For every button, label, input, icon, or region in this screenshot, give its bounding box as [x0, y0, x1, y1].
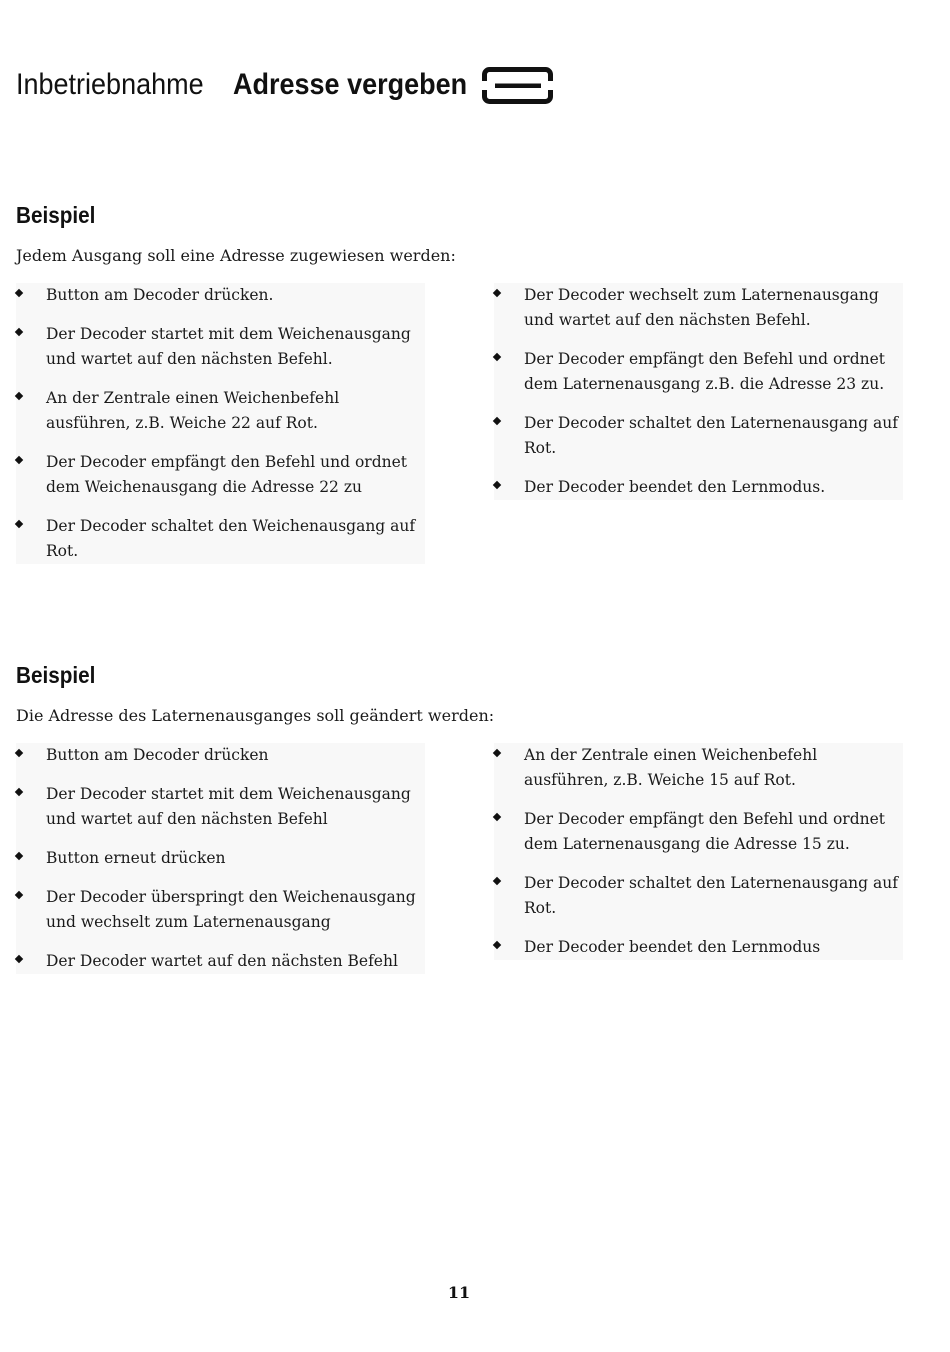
list-item-text: An der Zentrale einen Weichenbefehl ausführen, z.B. Weiche 22 auf Rot. — [46, 389, 340, 432]
section-title: Inbetriebnahme — [16, 68, 204, 101]
diamond-bullet-icon — [15, 852, 23, 860]
list-item-text: Der Decoder startet mit dem Weichenausgang und wartet auf den nächsten Befehl — [46, 785, 411, 828]
list-item — [16, 283, 425, 308]
list-item-text: An der Zentrale einen Weichenbefehl ausführen, z.B. Weiche 15 auf Rot. — [524, 746, 818, 789]
list-item — [494, 935, 903, 960]
list-item — [16, 514, 425, 564]
list-item — [494, 807, 903, 857]
list-item — [16, 885, 425, 935]
list-item-text: Der Decoder beendet den Lernmodus — [524, 938, 821, 956]
steps-list-left — [16, 283, 425, 564]
list-item — [494, 283, 903, 333]
steps-list-right — [494, 283, 903, 500]
diamond-bullet-icon — [15, 392, 23, 400]
example-1 — [16, 202, 906, 560]
diamond-bullet-icon — [493, 481, 501, 489]
list-item-text: Der Decoder empfängt den Befehl und ordnet dem Laternenausgang die Adresse 15 zu. — [524, 810, 886, 853]
diamond-bullet-icon — [15, 456, 23, 464]
diamond-bullet-icon — [493, 353, 501, 361]
steps-list-right — [494, 743, 903, 960]
list-item — [494, 411, 903, 461]
list-item-text: Button am Decoder drücken — [46, 746, 269, 764]
diamond-bullet-icon — [15, 955, 23, 963]
page-title: Adresse vergeben — [233, 68, 468, 101]
list-item — [16, 450, 425, 500]
list-item-text: Der Decoder schaltet den Weichenausgang auf Rot. — [46, 517, 416, 560]
list-item — [16, 322, 425, 372]
list-item-text: Der Decoder wartet auf den nächsten Befehl — [46, 952, 398, 970]
list-item — [16, 782, 425, 832]
diamond-bullet-icon — [493, 941, 501, 949]
list-item-text: Button erneut drücken — [46, 849, 226, 867]
list-item — [16, 949, 425, 974]
diamond-bullet-icon — [493, 417, 501, 425]
diamond-bullet-icon — [15, 520, 23, 528]
diamond-bullet-icon — [493, 289, 501, 297]
list-item-text: Der Decoder schaltet den Laternenausgang auf Rot. — [524, 874, 898, 917]
list-item — [16, 846, 425, 871]
example-intro: Die Adresse des Laternenausganges soll geändert werden: — [16, 706, 495, 725]
list-item — [494, 347, 903, 397]
list-item — [494, 743, 903, 793]
example-heading: Beispiel — [16, 662, 96, 688]
list-item-text: Der Decoder empfängt den Befehl und ordnet dem Weichenausgang die Adresse 22 zu — [46, 453, 408, 496]
list-item-text: Der Decoder wechselt zum Laternenausgang und wartet auf den nächsten Befehl. — [524, 286, 879, 329]
example-intro: Jedem Ausgang soll eine Adresse zugewiesen werden: — [16, 246, 456, 265]
list-item-text: Der Decoder schaltet den Laternenausgang auf Rot. — [524, 414, 898, 457]
list-item — [16, 743, 425, 768]
diamond-bullet-icon — [15, 788, 23, 796]
diamond-bullet-icon — [493, 749, 501, 757]
list-item-text: Button am Decoder drücken. — [46, 286, 274, 304]
diamond-bullet-icon — [15, 328, 23, 336]
diamond-bullet-icon — [15, 749, 23, 757]
example-2 — [16, 662, 906, 970]
diamond-bullet-icon — [15, 891, 23, 899]
list-item — [494, 475, 903, 500]
diamond-bullet-icon — [15, 289, 23, 297]
list-item — [494, 871, 903, 921]
diamond-bullet-icon — [493, 813, 501, 821]
example-heading: Beispiel — [16, 202, 96, 228]
diamond-bullet-icon — [493, 877, 501, 885]
decoder-module-icon — [482, 66, 554, 110]
list-item-text: Der Decoder überspringt den Weichenausgang und wechselt zum Laternenausgang — [46, 888, 416, 931]
steps-list-left — [16, 743, 425, 974]
page-number: 11 — [447, 1283, 471, 1302]
list-item-text: Der Decoder beendet den Lernmodus. — [524, 478, 826, 496]
list-item-text: Der Decoder empfängt den Befehl und ordnet dem Laternenausgang z.B. die Adresse 23 zu. — [524, 350, 886, 393]
list-item-text: Der Decoder startet mit dem Weichenausgang und wartet auf den nächsten Befehl. — [46, 325, 411, 368]
list-item — [16, 386, 425, 436]
